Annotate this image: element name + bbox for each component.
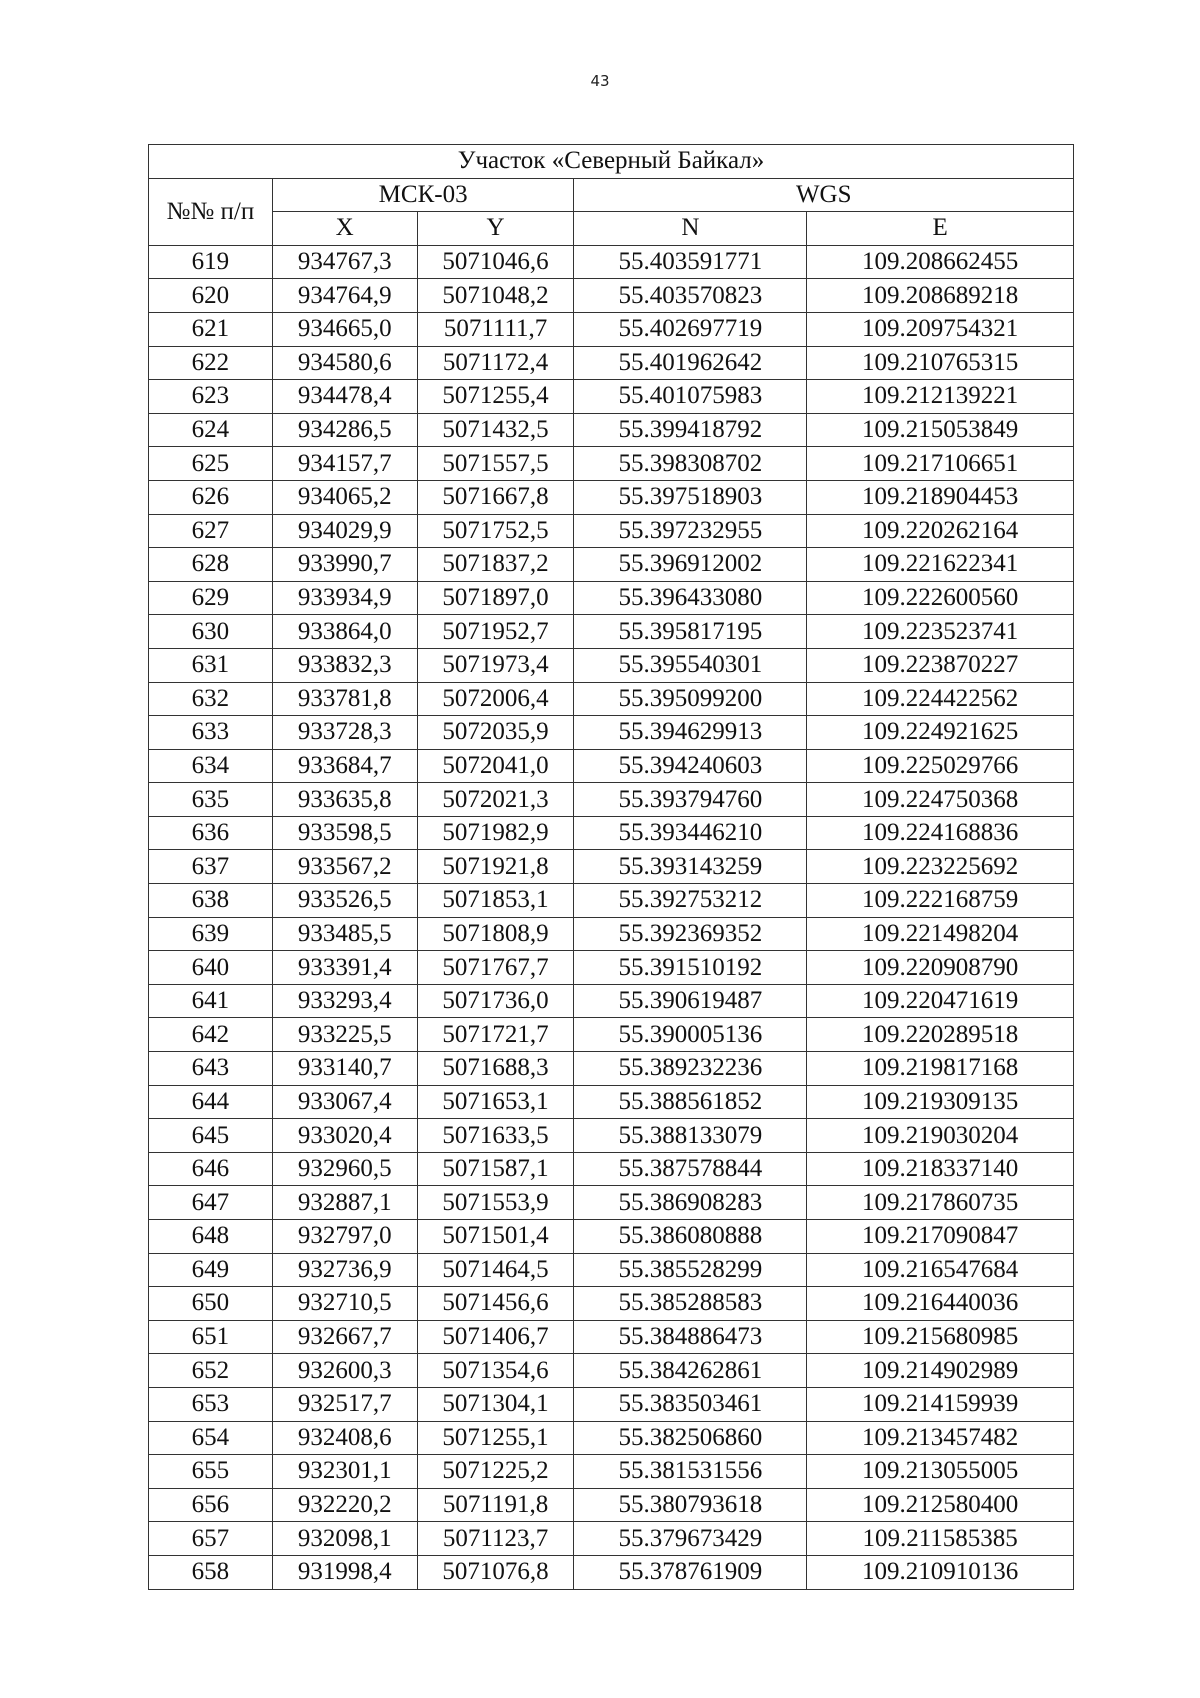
cell-n: 55.384886473 (574, 1320, 807, 1354)
cell-number: 635 (149, 783, 273, 817)
cell-e: 109.221498204 (807, 917, 1074, 951)
cell-e: 109.224168836 (807, 816, 1074, 850)
table-row (149, 1522, 1074, 1556)
cell-e: 109.220262164 (807, 514, 1074, 548)
cell-number: 630 (149, 615, 273, 649)
cell-number: 654 (149, 1421, 273, 1455)
cell-e: 109.214902989 (807, 1354, 1074, 1388)
cell-n: 55.379673429 (574, 1522, 807, 1556)
cell-n: 55.380793618 (574, 1488, 807, 1522)
cell-y: 5071667,8 (417, 480, 574, 514)
cell-e: 109.210765315 (807, 346, 1074, 380)
cell-number: 650 (149, 1287, 273, 1321)
table-row (149, 816, 1074, 850)
cell-number: 653 (149, 1387, 273, 1421)
cell-e: 109.224422562 (807, 682, 1074, 716)
cell-y: 5071225,2 (417, 1455, 574, 1489)
table-row (149, 984, 1074, 1018)
cell-y: 5071456,6 (417, 1287, 574, 1321)
table-row (149, 447, 1074, 481)
cell-e: 109.224750368 (807, 783, 1074, 817)
cell-x: 933567,2 (272, 850, 417, 884)
cell-y: 5071046,6 (417, 245, 574, 279)
cell-e: 109.217860735 (807, 1186, 1074, 1220)
table-row (149, 716, 1074, 750)
cell-e: 109.218337140 (807, 1152, 1074, 1186)
cell-y: 5071557,5 (417, 447, 574, 481)
cell-x: 932797,0 (272, 1220, 417, 1254)
column-header-x: X (272, 212, 417, 246)
cell-e: 109.222600560 (807, 581, 1074, 615)
cell-n: 55.394629913 (574, 716, 807, 750)
cell-x: 932408,6 (272, 1421, 417, 1455)
cell-x: 932098,1 (272, 1522, 417, 1556)
cell-number: 658 (149, 1555, 273, 1589)
table-row (149, 749, 1074, 783)
cell-y: 5071982,9 (417, 816, 574, 850)
cell-y: 5071304,1 (417, 1387, 574, 1421)
table-row (149, 917, 1074, 951)
cell-y: 5071255,1 (417, 1421, 574, 1455)
cell-e: 109.222168759 (807, 884, 1074, 918)
cell-x: 932887,1 (272, 1186, 417, 1220)
cell-e: 109.217106651 (807, 447, 1074, 481)
cell-number: 625 (149, 447, 273, 481)
cell-x: 934665,0 (272, 312, 417, 346)
cell-n: 55.403591771 (574, 245, 807, 279)
cell-number: 649 (149, 1253, 273, 1287)
coordinates-table (148, 144, 1074, 1590)
cell-y: 5071076,8 (417, 1555, 574, 1589)
cell-y: 5072041,0 (417, 749, 574, 783)
table-row (149, 783, 1074, 817)
cell-number: 626 (149, 480, 273, 514)
table-row (149, 346, 1074, 380)
cell-n: 55.395540301 (574, 648, 807, 682)
table-row (149, 1421, 1074, 1455)
cell-x: 933864,0 (272, 615, 417, 649)
table-row (149, 245, 1074, 279)
cell-x: 932220,2 (272, 1488, 417, 1522)
cell-x: 932667,7 (272, 1320, 417, 1354)
cell-y: 5071752,5 (417, 514, 574, 548)
cell-n: 55.385528299 (574, 1253, 807, 1287)
cell-n: 55.394240603 (574, 749, 807, 783)
cell-e: 109.208689218 (807, 279, 1074, 313)
cell-e: 109.212139221 (807, 380, 1074, 414)
table-row (149, 1018, 1074, 1052)
table-row (149, 1152, 1074, 1186)
cell-number: 637 (149, 850, 273, 884)
page-number: 43 (590, 72, 610, 90)
cell-y: 5071354,6 (417, 1354, 574, 1388)
cell-n: 55.392369352 (574, 917, 807, 951)
cell-n: 55.395099200 (574, 682, 807, 716)
table-row (149, 312, 1074, 346)
cell-y: 5072006,4 (417, 682, 574, 716)
table-row (149, 380, 1074, 414)
table-row (149, 1186, 1074, 1220)
cell-n: 55.390005136 (574, 1018, 807, 1052)
cell-number: 634 (149, 749, 273, 783)
cell-number: 633 (149, 716, 273, 750)
cell-number: 640 (149, 951, 273, 985)
table-row (149, 279, 1074, 313)
cell-n: 55.382506860 (574, 1421, 807, 1455)
table-row (149, 548, 1074, 582)
table-row (149, 951, 1074, 985)
cell-x: 932517,7 (272, 1387, 417, 1421)
cell-x: 933391,4 (272, 951, 417, 985)
cell-x: 933526,5 (272, 884, 417, 918)
cell-n: 55.399418792 (574, 413, 807, 447)
cell-x: 933934,9 (272, 581, 417, 615)
table-row (149, 1052, 1074, 1086)
cell-n: 55.383503461 (574, 1387, 807, 1421)
cell-x: 934157,7 (272, 447, 417, 481)
cell-e: 109.218904453 (807, 480, 1074, 514)
cell-y: 5071853,1 (417, 884, 574, 918)
cell-y: 5071406,7 (417, 1320, 574, 1354)
cell-e: 109.214159939 (807, 1387, 1074, 1421)
cell-y: 5071123,7 (417, 1522, 574, 1556)
column-header-y: Y (417, 212, 574, 246)
cell-x: 934580,6 (272, 346, 417, 380)
cell-n: 55.396912002 (574, 548, 807, 582)
table-column-header-row (149, 212, 1074, 246)
cell-x: 934029,9 (272, 514, 417, 548)
cell-number: 623 (149, 380, 273, 414)
cell-y: 5071721,7 (417, 1018, 574, 1052)
cell-number: 647 (149, 1186, 273, 1220)
cell-y: 5071191,8 (417, 1488, 574, 1522)
cell-e: 109.209754321 (807, 312, 1074, 346)
cell-x: 933485,5 (272, 917, 417, 951)
cell-n: 55.397232955 (574, 514, 807, 548)
table-row (149, 682, 1074, 716)
cell-x: 933225,5 (272, 1018, 417, 1052)
table-row (149, 1488, 1074, 1522)
cell-n: 55.391510192 (574, 951, 807, 985)
cell-n: 55.378761909 (574, 1555, 807, 1589)
cell-x: 933832,3 (272, 648, 417, 682)
cell-y: 5071897,0 (417, 581, 574, 615)
cell-n: 55.390619487 (574, 984, 807, 1018)
table-row (149, 1287, 1074, 1321)
cell-n: 55.397518903 (574, 480, 807, 514)
cell-y: 5071921,8 (417, 850, 574, 884)
cell-e: 109.217090847 (807, 1220, 1074, 1254)
column-header-number: №№ п/п (149, 178, 273, 245)
cell-x: 933067,4 (272, 1085, 417, 1119)
cell-n: 55.402697719 (574, 312, 807, 346)
cell-n: 55.381531556 (574, 1455, 807, 1489)
cell-number: 619 (149, 245, 273, 279)
cell-n: 55.389232236 (574, 1052, 807, 1086)
cell-n: 55.387578844 (574, 1152, 807, 1186)
cell-n: 55.401075983 (574, 380, 807, 414)
cell-y: 5071172,4 (417, 346, 574, 380)
cell-e: 109.223523741 (807, 615, 1074, 649)
cell-x: 934764,9 (272, 279, 417, 313)
cell-n: 55.403570823 (574, 279, 807, 313)
table-row (149, 1320, 1074, 1354)
table-row (149, 648, 1074, 682)
cell-e: 109.225029766 (807, 749, 1074, 783)
cell-n: 55.392753212 (574, 884, 807, 918)
cell-e: 109.215053849 (807, 413, 1074, 447)
cell-x: 933728,3 (272, 716, 417, 750)
cell-x: 933990,7 (272, 548, 417, 582)
cell-number: 636 (149, 816, 273, 850)
cell-y: 5071432,5 (417, 413, 574, 447)
table-body (149, 245, 1074, 1589)
cell-y: 5071048,2 (417, 279, 574, 313)
cell-e: 109.213055005 (807, 1455, 1074, 1489)
cell-y: 5071767,7 (417, 951, 574, 985)
table-row (149, 1354, 1074, 1388)
cell-number: 642 (149, 1018, 273, 1052)
cell-n: 55.401962642 (574, 346, 807, 380)
cell-e: 109.220908790 (807, 951, 1074, 985)
cell-x: 933293,4 (272, 984, 417, 1018)
cell-x: 933635,8 (272, 783, 417, 817)
cell-e: 109.219309135 (807, 1085, 1074, 1119)
table-row (149, 1119, 1074, 1153)
cell-y: 5071501,4 (417, 1220, 574, 1254)
cell-n: 55.386080888 (574, 1220, 807, 1254)
cell-number: 645 (149, 1119, 273, 1153)
table-title-row (149, 145, 1074, 179)
cell-e: 109.211585385 (807, 1522, 1074, 1556)
cell-n: 55.393446210 (574, 816, 807, 850)
cell-x: 933781,8 (272, 682, 417, 716)
cell-number: 631 (149, 648, 273, 682)
table-row (149, 850, 1074, 884)
table-row (149, 514, 1074, 548)
table-row (149, 480, 1074, 514)
cell-number: 648 (149, 1220, 273, 1254)
cell-x: 934286,5 (272, 413, 417, 447)
column-header-n: N (574, 212, 807, 246)
cell-y: 5071952,7 (417, 615, 574, 649)
cell-e: 109.223225692 (807, 850, 1074, 884)
group-header-msk: МСК-03 (272, 178, 574, 212)
cell-e: 109.212580400 (807, 1488, 1074, 1522)
cell-number: 644 (149, 1085, 273, 1119)
cell-e: 109.224921625 (807, 716, 1074, 750)
cell-number: 638 (149, 884, 273, 918)
cell-x: 932301,1 (272, 1455, 417, 1489)
cell-e: 109.216547684 (807, 1253, 1074, 1287)
table-row (149, 413, 1074, 447)
cell-e: 109.213457482 (807, 1421, 1074, 1455)
table-row (149, 1220, 1074, 1254)
cell-number: 651 (149, 1320, 273, 1354)
cell-number: 652 (149, 1354, 273, 1388)
cell-number: 622 (149, 346, 273, 380)
group-header-wgs: WGS (574, 178, 1074, 212)
table-group-header-row (149, 178, 1074, 212)
cell-e: 109.215680985 (807, 1320, 1074, 1354)
cell-number: 629 (149, 581, 273, 615)
cell-x: 933020,4 (272, 1119, 417, 1153)
cell-x: 932600,3 (272, 1354, 417, 1388)
cell-x: 933598,5 (272, 816, 417, 850)
cell-n: 55.395817195 (574, 615, 807, 649)
cell-x: 932960,5 (272, 1152, 417, 1186)
cell-e: 109.208662455 (807, 245, 1074, 279)
cell-number: 656 (149, 1488, 273, 1522)
cell-n: 55.385288583 (574, 1287, 807, 1321)
cell-e: 109.219817168 (807, 1052, 1074, 1086)
table-title: Участок «Северный Байкал» (149, 145, 1074, 179)
table-row (149, 884, 1074, 918)
cell-y: 5071736,0 (417, 984, 574, 1018)
cell-e: 109.216440036 (807, 1287, 1074, 1321)
table-row (149, 1253, 1074, 1287)
cell-number: 620 (149, 279, 273, 313)
cell-y: 5071633,5 (417, 1119, 574, 1153)
table-row (149, 581, 1074, 615)
cell-x: 933684,7 (272, 749, 417, 783)
cell-n: 55.398308702 (574, 447, 807, 481)
cell-number: 639 (149, 917, 273, 951)
cell-number: 621 (149, 312, 273, 346)
table-row (149, 1085, 1074, 1119)
cell-x: 931998,4 (272, 1555, 417, 1589)
cell-x: 934478,4 (272, 380, 417, 414)
cell-x: 932710,5 (272, 1287, 417, 1321)
cell-y: 5071587,1 (417, 1152, 574, 1186)
cell-number: 627 (149, 514, 273, 548)
cell-y: 5071653,1 (417, 1085, 574, 1119)
cell-number: 646 (149, 1152, 273, 1186)
cell-number: 643 (149, 1052, 273, 1086)
cell-y: 5072035,9 (417, 716, 574, 750)
cell-n: 55.388561852 (574, 1085, 807, 1119)
cell-e: 109.219030204 (807, 1119, 1074, 1153)
cell-x: 932736,9 (272, 1253, 417, 1287)
cell-y: 5071688,3 (417, 1052, 574, 1086)
cell-e: 109.220289518 (807, 1018, 1074, 1052)
cell-x: 933140,7 (272, 1052, 417, 1086)
cell-x: 934065,2 (272, 480, 417, 514)
table-row (149, 1387, 1074, 1421)
cell-y: 5071553,9 (417, 1186, 574, 1220)
cell-x: 934767,3 (272, 245, 417, 279)
cell-n: 55.393143259 (574, 850, 807, 884)
cell-e: 109.210910136 (807, 1555, 1074, 1589)
cell-number: 632 (149, 682, 273, 716)
cell-y: 5071808,9 (417, 917, 574, 951)
cell-number: 624 (149, 413, 273, 447)
table-row (149, 1455, 1074, 1489)
cell-number: 641 (149, 984, 273, 1018)
cell-n: 55.393794760 (574, 783, 807, 817)
cell-y: 5071111,7 (417, 312, 574, 346)
cell-number: 655 (149, 1455, 273, 1489)
table-row (149, 1555, 1074, 1589)
cell-e: 109.221622341 (807, 548, 1074, 582)
cell-number: 628 (149, 548, 273, 582)
cell-number: 657 (149, 1522, 273, 1556)
cell-y: 5071837,2 (417, 548, 574, 582)
cell-n: 55.388133079 (574, 1119, 807, 1153)
cell-y: 5072021,3 (417, 783, 574, 817)
cell-y: 5071464,5 (417, 1253, 574, 1287)
cell-y: 5071973,4 (417, 648, 574, 682)
table-row (149, 615, 1074, 649)
cell-e: 109.223870227 (807, 648, 1074, 682)
cell-n: 55.396433080 (574, 581, 807, 615)
column-header-e: E (807, 212, 1074, 246)
cell-n: 55.384262861 (574, 1354, 807, 1388)
cell-y: 5071255,4 (417, 380, 574, 414)
cell-n: 55.386908283 (574, 1186, 807, 1220)
cell-e: 109.220471619 (807, 984, 1074, 1018)
